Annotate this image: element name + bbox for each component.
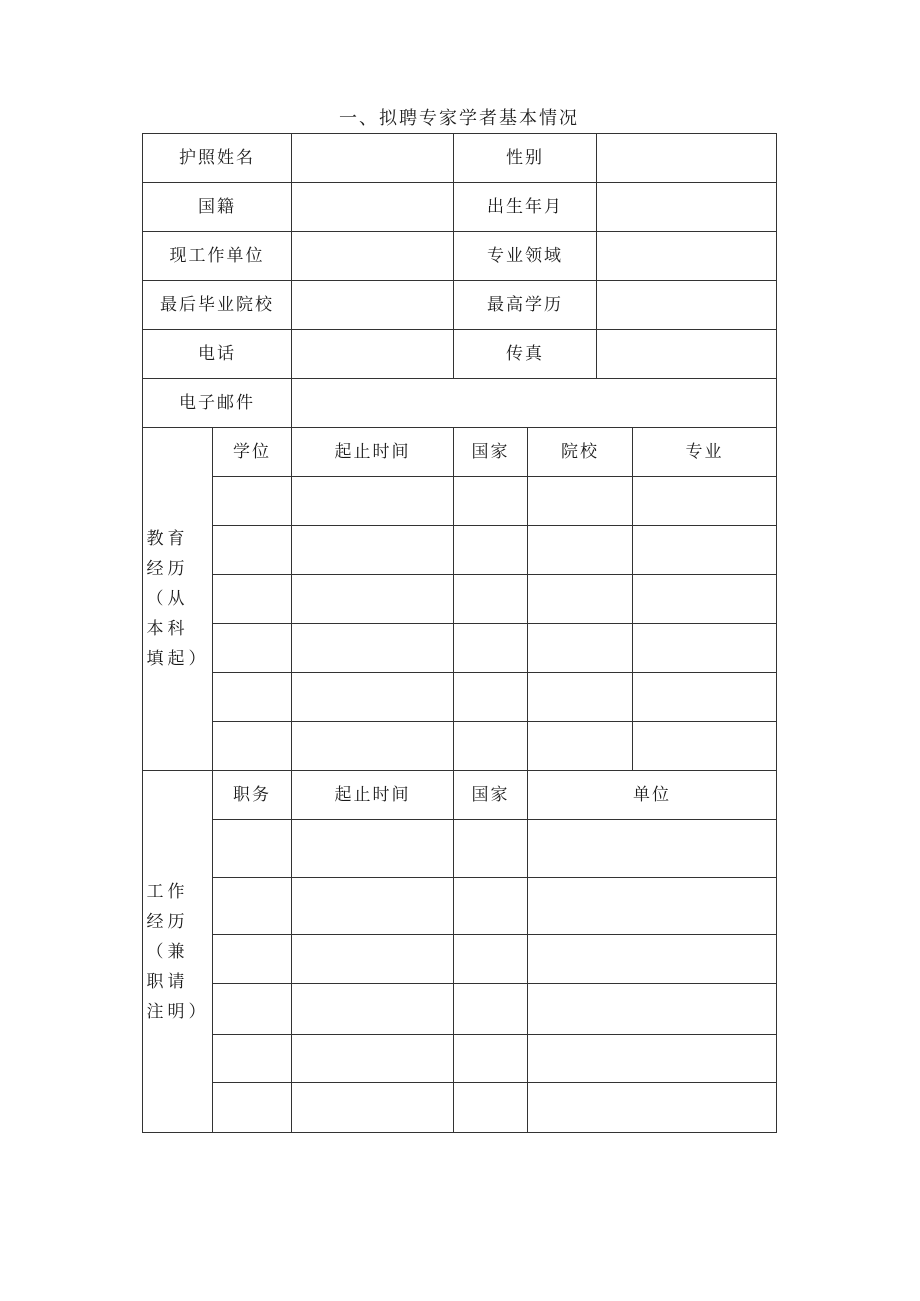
work-section-text: 工作经历（兼职请注明） xyxy=(146,881,210,1022)
field-nationality[interactable] xyxy=(292,183,454,232)
edu-cell-country[interactable] xyxy=(454,575,528,624)
work-cell-period[interactable] xyxy=(292,1035,454,1083)
work-cell-position[interactable] xyxy=(213,1083,292,1133)
label-degree: 最高学历 xyxy=(454,281,597,330)
work-row xyxy=(143,1035,777,1083)
work-cell-unit[interactable] xyxy=(528,878,777,935)
work-cell-unit[interactable] xyxy=(528,984,777,1035)
edu-cell-school[interactable] xyxy=(528,477,633,526)
field-passport-name[interactable] xyxy=(292,134,454,183)
label-nationality: 国籍 xyxy=(143,183,292,232)
row-phone-fax xyxy=(143,330,777,379)
education-section-label xyxy=(143,428,213,771)
row-nationality-birth xyxy=(143,183,777,232)
field-field[interactable] xyxy=(597,232,777,281)
education-row xyxy=(143,575,777,624)
label-gender: 性别 xyxy=(454,134,597,183)
work-cell-country[interactable] xyxy=(454,878,528,935)
work-cell-position[interactable] xyxy=(213,984,292,1035)
field-gender[interactable] xyxy=(597,134,777,183)
row-employer-field xyxy=(143,232,777,281)
field-school[interactable] xyxy=(292,281,454,330)
edu-cell-school[interactable] xyxy=(528,526,633,575)
field-birth[interactable] xyxy=(597,183,777,232)
work-cell-country[interactable] xyxy=(454,1035,528,1083)
work-cell-period[interactable] xyxy=(292,820,454,878)
edu-cell-major[interactable] xyxy=(633,477,777,526)
work-header-position: 职务 xyxy=(213,771,292,820)
work-row xyxy=(143,820,777,878)
label-field: 专业领域 xyxy=(454,232,597,281)
work-cell-period[interactable] xyxy=(292,935,454,984)
work-header-row xyxy=(143,771,777,820)
row-school-degree xyxy=(143,281,777,330)
label-employer: 现工作单位 xyxy=(143,232,292,281)
edu-cell-school[interactable] xyxy=(528,722,633,771)
education-row xyxy=(143,673,777,722)
work-cell-period[interactable] xyxy=(292,984,454,1035)
field-employer[interactable] xyxy=(292,232,454,281)
edu-cell-degree[interactable] xyxy=(213,673,292,722)
label-birth: 出生年月 xyxy=(454,183,597,232)
edu-cell-period[interactable] xyxy=(292,477,454,526)
edu-cell-country[interactable] xyxy=(454,624,528,673)
work-row xyxy=(143,984,777,1035)
row-name-gender xyxy=(143,134,777,183)
edu-header-period: 起止时间 xyxy=(292,428,454,477)
label-phone: 电话 xyxy=(143,330,292,379)
field-email[interactable] xyxy=(292,379,777,428)
label-passport-name: 护照姓名 xyxy=(143,134,292,183)
edu-cell-period[interactable] xyxy=(292,526,454,575)
work-section-label xyxy=(143,771,213,1133)
work-header-period: 起止时间 xyxy=(292,771,454,820)
edu-cell-school[interactable] xyxy=(528,575,633,624)
work-cell-unit[interactable] xyxy=(528,1083,777,1133)
work-cell-country[interactable] xyxy=(454,984,528,1035)
label-school: 最后毕业院校 xyxy=(143,281,292,330)
edu-cell-period[interactable] xyxy=(292,624,454,673)
edu-cell-major[interactable] xyxy=(633,624,777,673)
work-cell-position[interactable] xyxy=(213,1035,292,1083)
edu-header-country: 国家 xyxy=(454,428,528,477)
edu-cell-major[interactable] xyxy=(633,722,777,771)
work-row xyxy=(143,935,777,984)
field-fax[interactable] xyxy=(597,330,777,379)
work-row xyxy=(143,878,777,935)
edu-header-school: 院校 xyxy=(528,428,633,477)
work-cell-period[interactable] xyxy=(292,878,454,935)
education-row xyxy=(143,624,777,673)
edu-header-degree: 学位 xyxy=(213,428,292,477)
education-row xyxy=(143,722,777,771)
edu-cell-country[interactable] xyxy=(454,673,528,722)
work-row xyxy=(143,1083,777,1133)
edu-cell-major[interactable] xyxy=(633,575,777,624)
work-cell-country[interactable] xyxy=(454,1083,528,1133)
edu-cell-country[interactable] xyxy=(454,477,528,526)
work-cell-unit[interactable] xyxy=(528,935,777,984)
edu-cell-degree[interactable] xyxy=(213,575,292,624)
edu-cell-school[interactable] xyxy=(528,624,633,673)
work-cell-country[interactable] xyxy=(454,820,528,878)
work-cell-position[interactable] xyxy=(213,878,292,935)
work-header-unit: 单位 xyxy=(528,771,777,820)
work-cell-country[interactable] xyxy=(454,935,528,984)
education-row xyxy=(143,526,777,575)
work-header-country: 国家 xyxy=(454,771,528,820)
field-phone[interactable] xyxy=(292,330,454,379)
edu-cell-degree[interactable] xyxy=(213,477,292,526)
edu-cell-period[interactable] xyxy=(292,722,454,771)
work-cell-unit[interactable] xyxy=(528,1035,777,1083)
edu-cell-country[interactable] xyxy=(454,722,528,771)
form-title: 一、拟聘专家学者基本情况 xyxy=(339,108,579,129)
work-cell-position[interactable] xyxy=(213,935,292,984)
label-email: 电子邮件 xyxy=(143,379,292,428)
edu-cell-degree[interactable] xyxy=(213,722,292,771)
edu-cell-degree[interactable] xyxy=(213,526,292,575)
education-header-row xyxy=(143,428,777,477)
edu-cell-major[interactable] xyxy=(633,673,777,722)
edu-cell-period[interactable] xyxy=(292,673,454,722)
edu-cell-country[interactable] xyxy=(454,526,528,575)
expert-info-table xyxy=(142,133,777,1133)
field-degree[interactable] xyxy=(597,281,777,330)
row-email xyxy=(143,379,777,428)
work-cell-unit[interactable] xyxy=(528,820,777,878)
work-cell-period[interactable] xyxy=(292,1083,454,1133)
education-section-text: 教育经历（从本科填起） xyxy=(146,529,210,669)
education-row xyxy=(143,477,777,526)
edu-cell-degree[interactable] xyxy=(213,624,292,673)
edu-header-major: 专业 xyxy=(633,428,777,477)
work-cell-position[interactable] xyxy=(213,820,292,878)
edu-cell-major[interactable] xyxy=(633,526,777,575)
edu-cell-period[interactable] xyxy=(292,575,454,624)
edu-cell-school[interactable] xyxy=(528,673,633,722)
label-fax: 传真 xyxy=(454,330,597,379)
